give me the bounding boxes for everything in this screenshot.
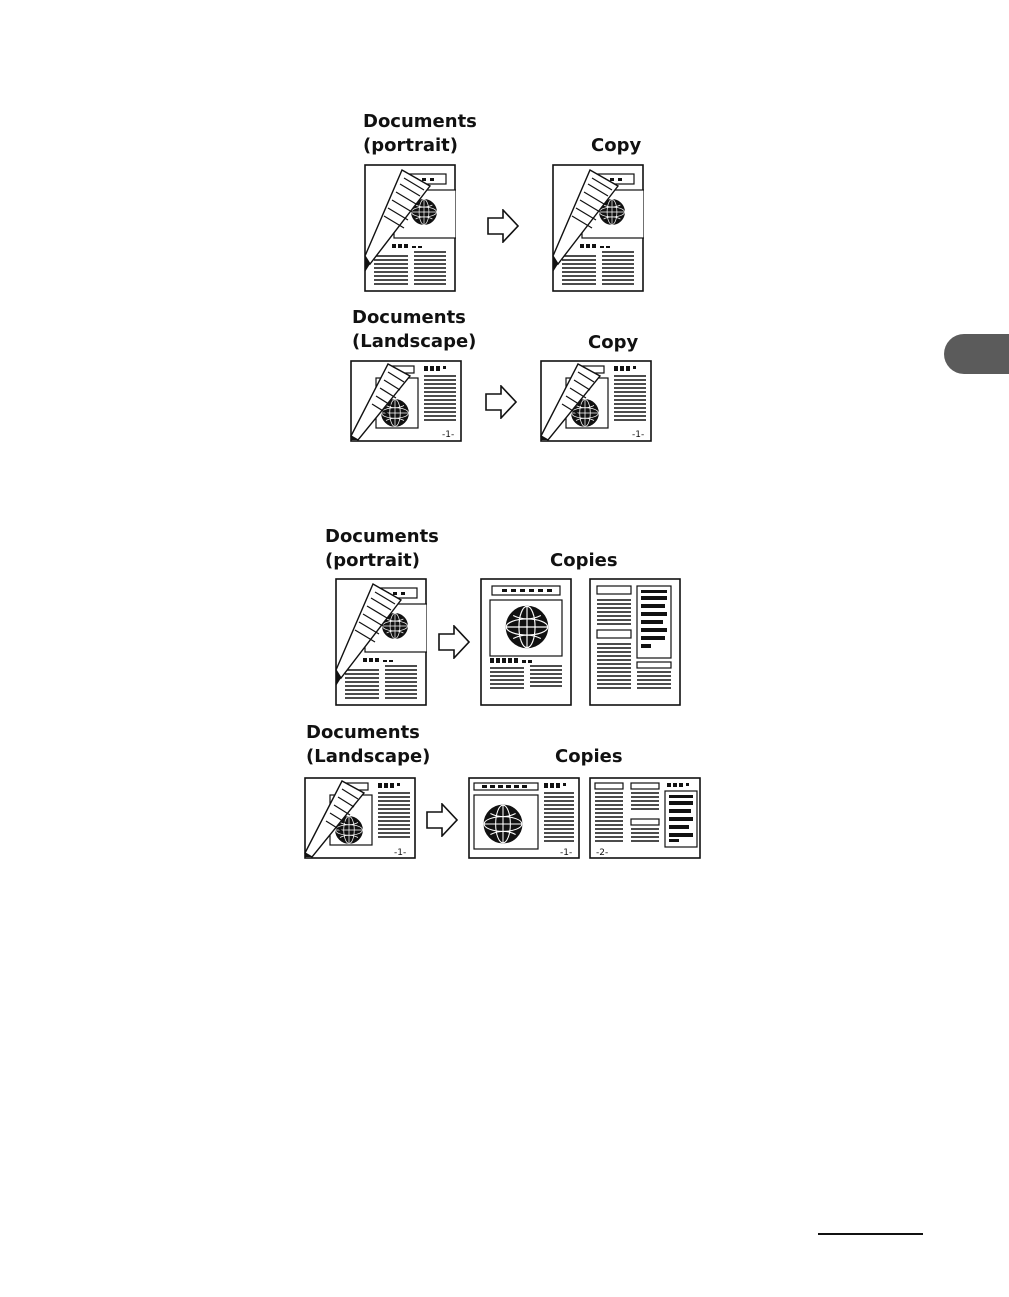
fig1-landscape-copy-page-number: -1- xyxy=(632,430,645,440)
fig2-portrait-document xyxy=(335,578,427,706)
fig2-landscape-copy-page2 xyxy=(589,777,701,859)
fig2-landscape-docs-label-line1: Documents xyxy=(306,722,420,743)
fig2-portrait-copy-page1 xyxy=(480,578,572,706)
fig2-portrait-docs-label-line2: (portrait) xyxy=(325,550,420,571)
fig2-portrait-docs-label-line1: Documents xyxy=(325,526,439,547)
fig1-portrait-copy xyxy=(552,164,644,292)
fig2-landscape-doc-page-number: -1- xyxy=(394,848,407,858)
fig2-portrait-copies-label: Copies xyxy=(550,550,618,571)
fig1-portrait-document xyxy=(364,164,456,292)
fig1-portrait-copy-label: Copy xyxy=(591,135,642,156)
fig2-landscape-copy1-page-number: -1- xyxy=(560,848,573,858)
fig1-landscape-doc-page-number: -1- xyxy=(442,430,455,440)
fig1-portrait-docs-label-line1: Documents xyxy=(363,111,477,132)
chapter-tab-marker xyxy=(944,334,1009,374)
fig2-landscape-copy2-page-number: -2- xyxy=(596,848,609,858)
fig2-landscape-copy-page1 xyxy=(468,777,580,859)
fig1-portrait-arrow-icon xyxy=(487,209,519,243)
fig1-landscape-docs-label-line1: Documents xyxy=(352,307,466,328)
fig1-landscape-copy-label: Copy xyxy=(588,332,639,353)
fig2-landscape-document xyxy=(304,777,416,859)
fig2-portrait-arrow-icon xyxy=(438,625,470,659)
fig1-portrait-docs-label-line2: (portrait) xyxy=(363,135,458,156)
fig2-landscape-arrow-icon xyxy=(426,803,458,837)
fig1-landscape-arrow-icon xyxy=(485,385,517,419)
footer-rule xyxy=(818,1233,923,1235)
fig2-landscape-copies-label: Copies xyxy=(555,746,623,767)
fig2-portrait-copy-page2 xyxy=(589,578,681,706)
fig1-landscape-docs-label-line2: (Landscape) xyxy=(352,331,477,352)
fig2-landscape-docs-label-line2: (Landscape) xyxy=(306,746,431,767)
